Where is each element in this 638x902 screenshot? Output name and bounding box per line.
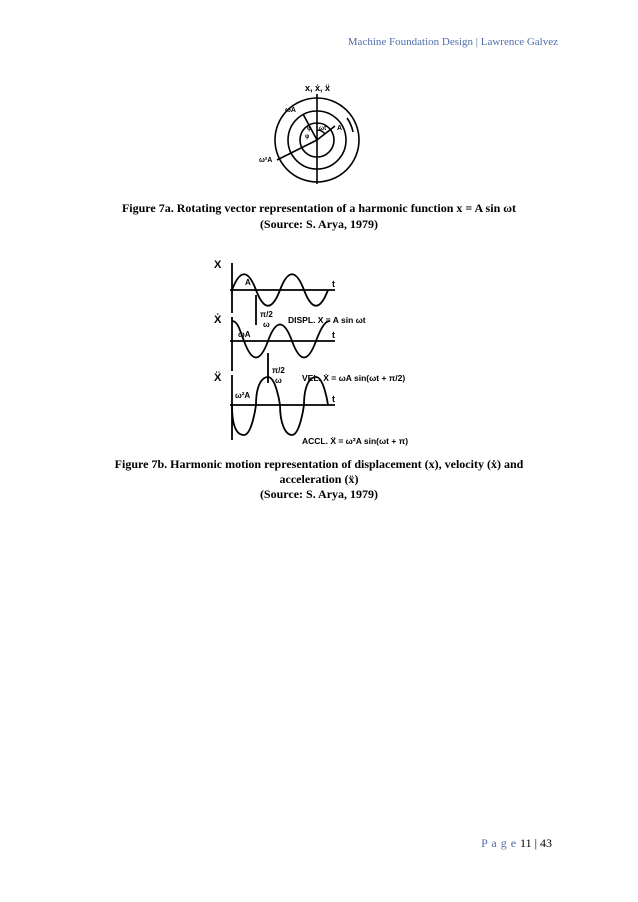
omega-t-label: ωt bbox=[319, 126, 327, 132]
x-label: X bbox=[214, 259, 222, 271]
omega-a-label: ωA bbox=[285, 107, 296, 114]
figure-7b-caption: Figure 7b. Harmonic motion representation of displacement (x), velocity (ẋ) and bbox=[114, 457, 524, 471]
rotating-vector-figure bbox=[255, 80, 385, 190]
xddot-label: Ẍ bbox=[214, 372, 222, 384]
harmonic-motion-figure bbox=[210, 255, 460, 450]
figure-7b-caption-cont: acceleration (ẍ) bbox=[279, 472, 359, 486]
axis-label: x, ẋ, ẍ bbox=[305, 83, 331, 93]
figure-7a-source: (Source: S. Arya, 1979) bbox=[259, 217, 379, 231]
t-label-3: t bbox=[332, 394, 335, 404]
amplitude-a-label: A bbox=[245, 278, 251, 287]
figure-7b-source: (Source: S. Arya, 1979) bbox=[259, 487, 379, 501]
figure-7a-caption: Figure 7a. Rotating vector representation of a harmonic function x = A sin ωt bbox=[121, 201, 517, 215]
phi-label-1: φ bbox=[307, 126, 312, 132]
phase-shift-2-den: ω bbox=[275, 376, 282, 385]
t-label-2: t bbox=[332, 330, 335, 340]
displacement-equation: DISPL. X = A sin ωt bbox=[288, 315, 366, 325]
phase-shift-1: π/2 bbox=[260, 310, 273, 319]
amplitude-label: A bbox=[337, 125, 343, 132]
amplitude-omega-a-label: ωA bbox=[238, 330, 251, 339]
page-footer bbox=[481, 836, 552, 851]
phi-label-2: φ bbox=[305, 134, 310, 140]
phase-shift-2: π/2 bbox=[272, 366, 285, 375]
acceleration-wave bbox=[232, 377, 328, 435]
t-label-1: t bbox=[332, 279, 335, 289]
velocity-wave bbox=[232, 321, 330, 358]
acceleration-vector bbox=[277, 140, 317, 160]
phase-shift-1-den: ω bbox=[263, 320, 270, 329]
velocity-equation: VEL. Ẋ = ωA sin(ωt + π/2) bbox=[302, 373, 406, 383]
page-number: 11 | 43 bbox=[520, 836, 552, 850]
xdot-label: Ẋ bbox=[214, 314, 222, 326]
acceleration-equation: ACCL. Ẍ = ω²A sin(ωt + π) bbox=[302, 436, 409, 446]
omega2-a-label: ω²A bbox=[259, 157, 273, 164]
page-word: P a g e bbox=[481, 836, 517, 850]
page-header: Machine Foundation Design | Lawrence Galvez bbox=[347, 36, 558, 48]
amplitude-omega2-a-label: ω²A bbox=[235, 391, 251, 400]
